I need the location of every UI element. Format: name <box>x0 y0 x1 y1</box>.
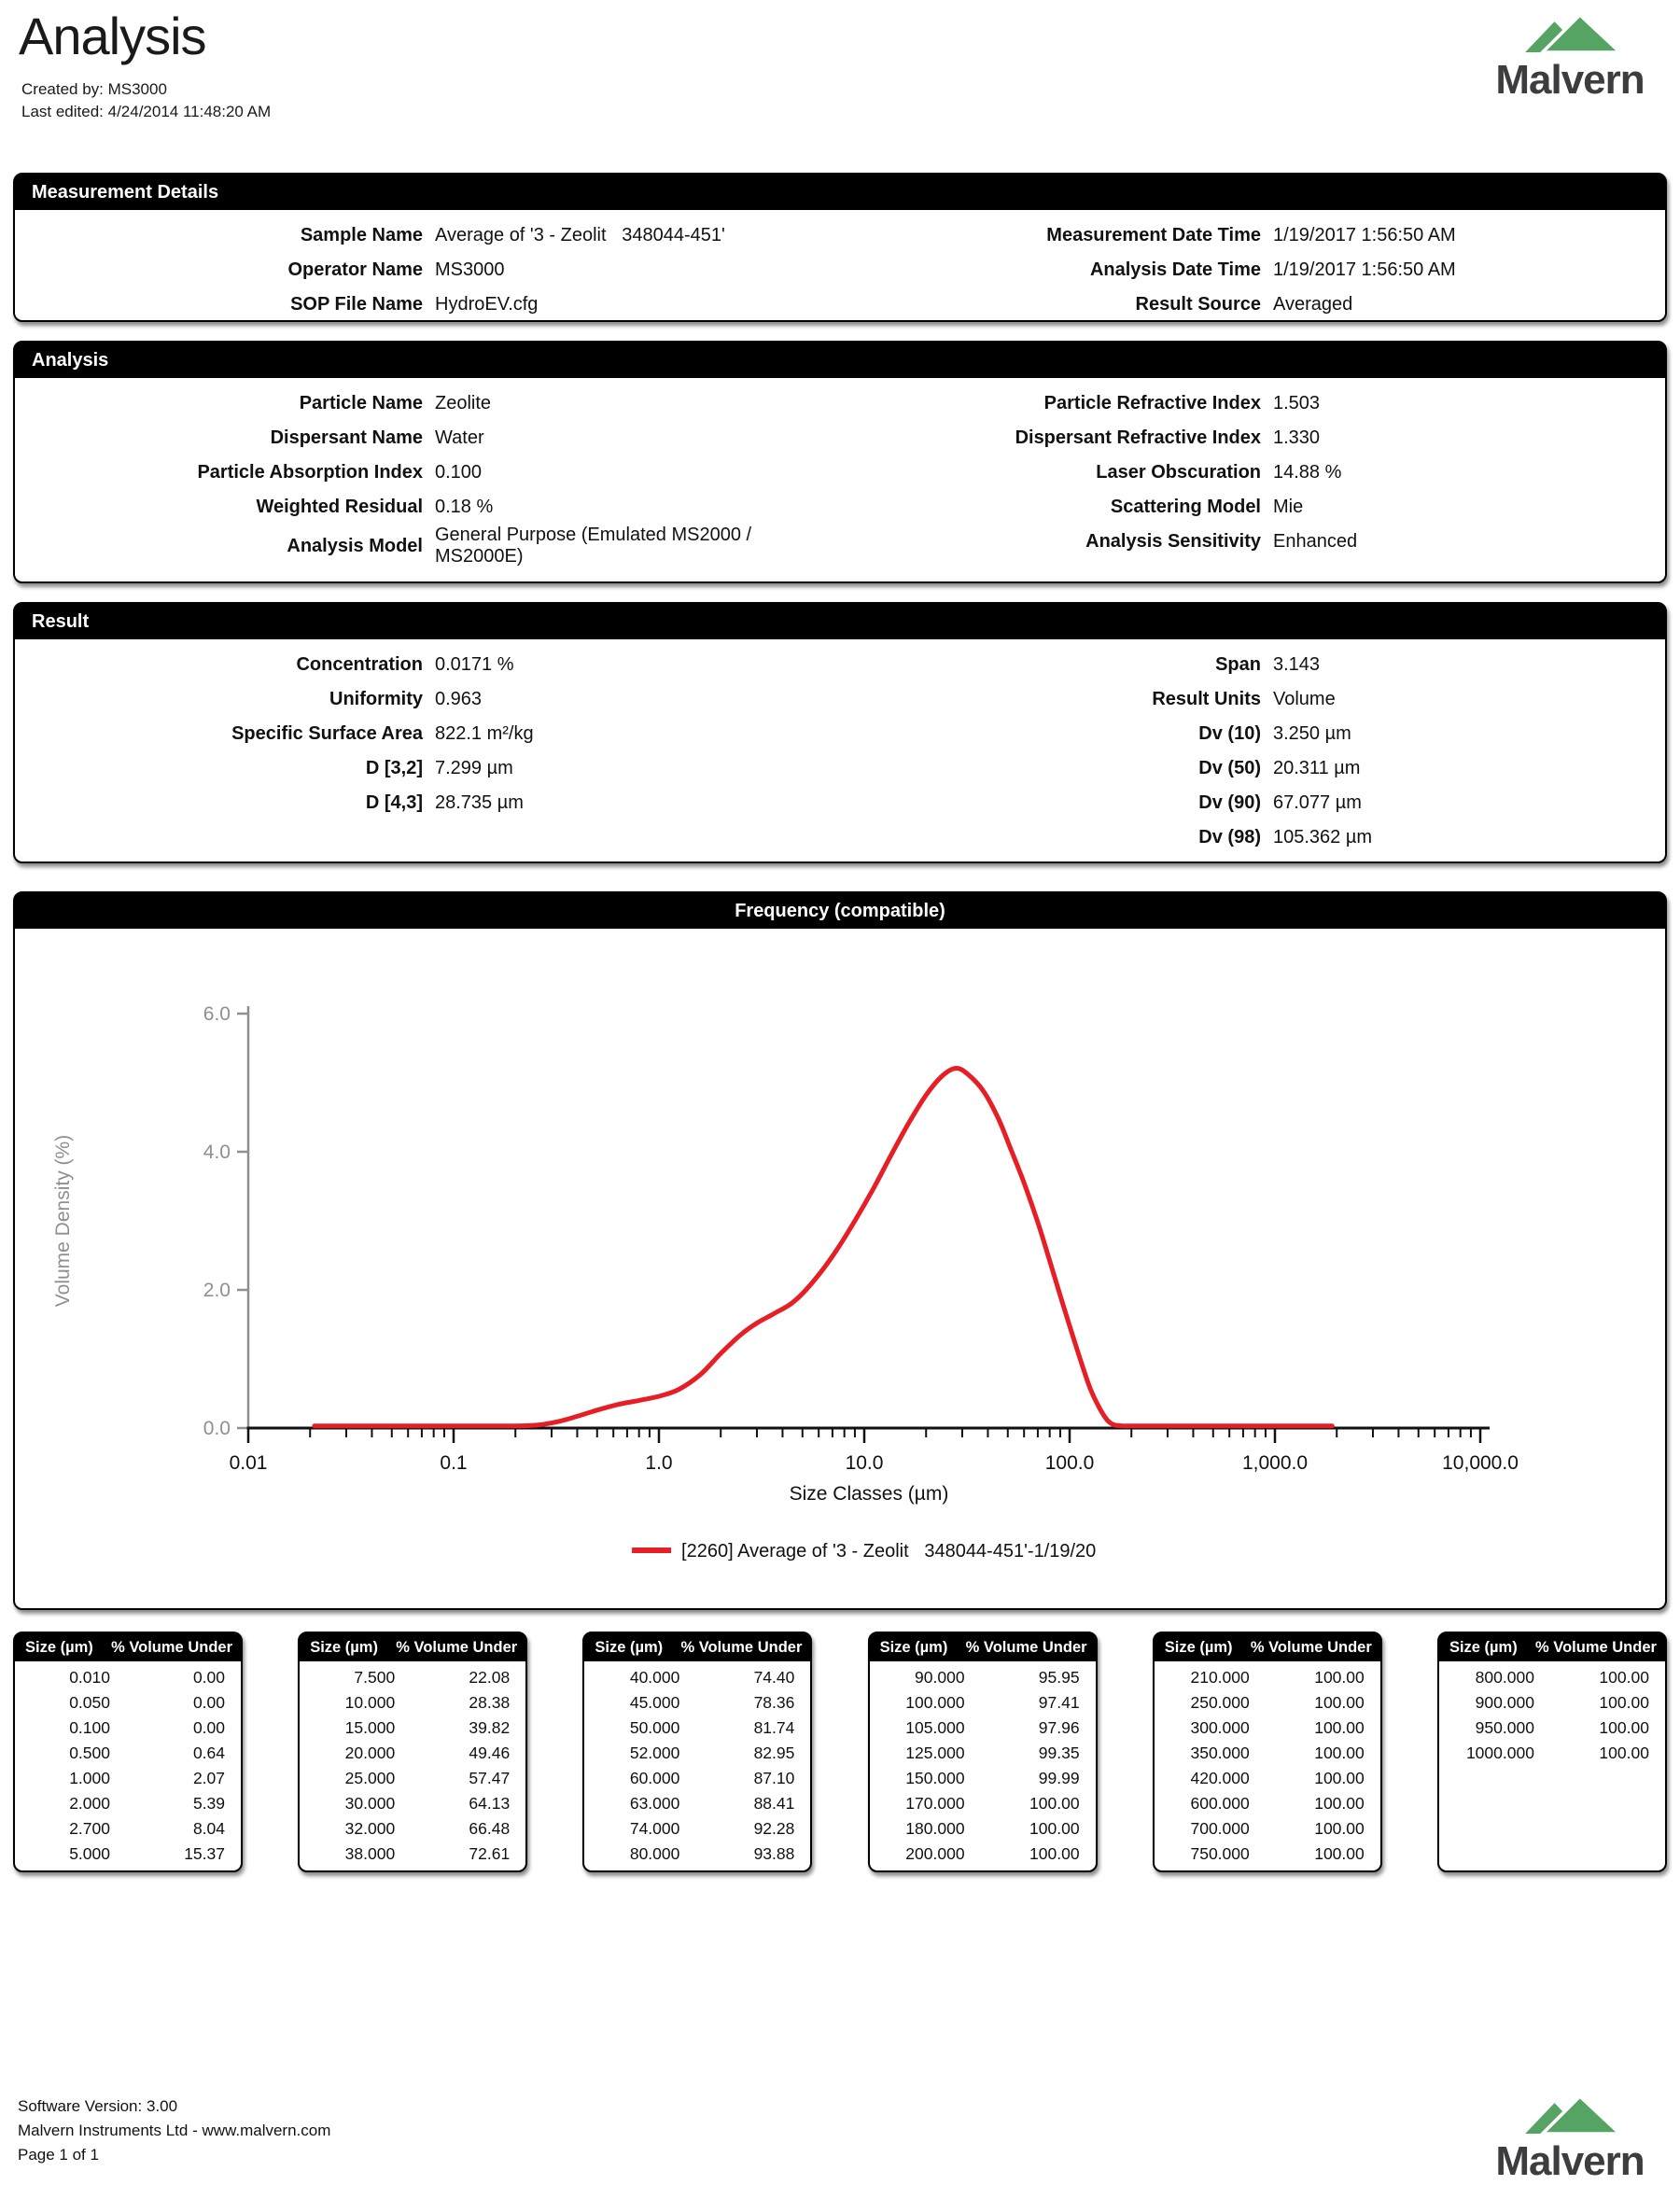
section-header-analysis: Analysis <box>15 343 1665 378</box>
volume-under-cell: 100.00 <box>1314 1794 1365 1813</box>
measurement-details-left-column <box>15 218 832 322</box>
size-cell: 32.000 <box>344 1819 396 1838</box>
field-value: 0.0171 % <box>435 654 514 675</box>
chart-title: Frequency (compatible) <box>15 893 1665 929</box>
table-row <box>870 1766 1096 1791</box>
legend-label: [2260] Average of '3 - Zeolit 348044-451'-1/19/20 <box>681 1541 1097 1562</box>
field-row <box>15 717 832 751</box>
result-right-column <box>832 648 1665 855</box>
size-cell: 750.000 <box>1190 1844 1250 1863</box>
field-label: Particle Absorption Index <box>197 462 423 483</box>
y-axis-title: Volume Density (%) <box>52 1134 74 1308</box>
field-value: 20.311 µm <box>1273 758 1361 778</box>
size-cell: 950.000 <box>1475 1718 1534 1737</box>
volume-under-cell: 57.47 <box>469 1769 511 1787</box>
size-cell: 20.000 <box>344 1744 396 1762</box>
field-label: Result Units <box>1152 689 1261 709</box>
frequency-chart-section <box>13 891 1667 1610</box>
volume-column-header: % Volume Under <box>965 1638 1087 1656</box>
field-label: D [4,3] <box>365 792 423 813</box>
volume-under-cell: 64.13 <box>469 1794 511 1813</box>
volume-under-cell: 2.07 <box>192 1769 225 1787</box>
malvern-mountains-icon <box>1500 6 1640 62</box>
company-url-text: Malvern Instruments Ltd - www.malvern.com <box>18 2122 331 2139</box>
size-cell: 40.000 <box>629 1668 680 1687</box>
field-value: 0.100 <box>435 462 483 483</box>
field-value: HydroEV.cfg <box>435 294 539 315</box>
volume-column-header: % Volume Under <box>1535 1638 1657 1656</box>
x-axis-title: Size Classes (µm) <box>789 1483 949 1505</box>
field-value: 3.143 <box>1273 654 1321 675</box>
volume-column-header: % Volume Under <box>396 1638 518 1656</box>
size-column-header: Size (µm) <box>595 1638 664 1656</box>
table-row <box>300 1766 525 1791</box>
table-row <box>300 1791 525 1816</box>
size-cell: 600.000 <box>1190 1794 1250 1813</box>
measurement-details-right-column <box>832 218 1665 322</box>
volume-under-cell: 0.64 <box>192 1744 225 1762</box>
volume-under-cell: 93.88 <box>753 1844 795 1863</box>
table-row <box>15 1842 241 1867</box>
field-value: 14.88 % <box>1273 462 1342 483</box>
table-row <box>1155 1816 1380 1842</box>
y-tick-label: 2.0 <box>203 1280 231 1301</box>
frequency-curve <box>315 1068 1332 1425</box>
created-by-text: Created by: MS3000 <box>21 80 167 98</box>
x-tick-label: 100.0 <box>1044 1452 1095 1474</box>
field-label: Measurement Date Time <box>1046 225 1261 245</box>
volume-column-header: % Volume Under <box>680 1638 803 1656</box>
field-label: Analysis Model <box>287 535 423 556</box>
field-label: Operator Name <box>287 259 423 280</box>
malvern-logo-footer <box>1471 2087 1669 2184</box>
volume-under-cell: 100.00 <box>1599 1744 1649 1762</box>
table-row <box>870 1665 1096 1690</box>
field-value: Enhanced <box>1273 531 1358 552</box>
analysis-right-column <box>832 386 1665 567</box>
field-value: General Purpose (Emulated MS2000 / MS2000E) <box>435 525 757 567</box>
size-cell: 80.000 <box>629 1844 680 1863</box>
volume-under-cell: 100.00 <box>1029 1794 1080 1813</box>
x-tick-label: 1,000.0 <box>1241 1452 1309 1474</box>
table-row <box>1155 1741 1380 1766</box>
table-row <box>1155 1791 1380 1816</box>
particle-size-distribution-chart <box>15 929 1665 1608</box>
table-row <box>300 1741 525 1766</box>
field-row <box>15 648 832 682</box>
size-cell: 105.000 <box>905 1718 965 1737</box>
size-cell: 125.000 <box>905 1744 965 1762</box>
volume-under-cell: 97.96 <box>1038 1718 1080 1737</box>
malvern-mountains-icon <box>1500 2087 1640 2143</box>
table-row <box>870 1690 1096 1716</box>
size-cell: 200.000 <box>905 1844 965 1863</box>
table-row <box>1439 1690 1665 1716</box>
size-table-6 <box>1437 1632 1667 1872</box>
size-cell: 90.000 <box>915 1668 965 1687</box>
size-cell: 2.700 <box>69 1819 110 1838</box>
field-value: 1.503 <box>1273 393 1321 413</box>
volume-under-cell: 0.00 <box>192 1668 225 1687</box>
table-row <box>870 1716 1096 1741</box>
volume-under-cell: 100.00 <box>1314 1693 1365 1712</box>
field-row <box>15 386 832 421</box>
volume-under-cell: 100.00 <box>1314 1844 1365 1863</box>
y-tick-label: 6.0 <box>203 1003 231 1025</box>
y-tick-label: 0.0 <box>203 1418 231 1439</box>
table-row <box>584 1791 810 1816</box>
table-row <box>870 1816 1096 1842</box>
measurement-details-section <box>13 173 1667 322</box>
field-row <box>832 455 1665 490</box>
field-row <box>15 786 832 820</box>
table-row <box>300 1816 525 1842</box>
field-label: Dv (98) <box>1198 827 1261 847</box>
table-row <box>870 1741 1096 1766</box>
table-row <box>300 1716 525 1741</box>
field-label: Scattering Model <box>1110 497 1261 517</box>
table-row <box>1155 1842 1380 1867</box>
field-value: 0.18 % <box>435 497 494 517</box>
table-row <box>15 1816 241 1842</box>
volume-under-cell: 97.41 <box>1038 1693 1080 1712</box>
volume-under-cell: 8.04 <box>192 1819 225 1838</box>
field-row <box>832 218 1665 253</box>
table-row <box>870 1791 1096 1816</box>
size-cell: 150.000 <box>905 1769 965 1787</box>
field-row <box>832 820 1665 855</box>
volume-under-cell: 100.00 <box>1314 1718 1365 1737</box>
field-label: Particle Refractive Index <box>1043 393 1261 413</box>
page-title: Analysis <box>19 7 206 65</box>
field-value: 3.250 µm <box>1273 723 1351 744</box>
field-row <box>15 490 832 525</box>
table-row <box>15 1716 241 1741</box>
field-value: 1/19/2017 1:56:50 AM <box>1273 225 1456 245</box>
table-row <box>300 1842 525 1867</box>
size-cell: 2.000 <box>69 1794 110 1813</box>
volume-column-header: % Volume Under <box>111 1638 232 1656</box>
size-cell: 0.010 <box>69 1668 110 1687</box>
size-table-5 <box>1153 1632 1382 1872</box>
volume-under-cell: 0.00 <box>192 1693 225 1712</box>
table-row <box>584 1842 810 1867</box>
field-row <box>832 786 1665 820</box>
size-cell: 50.000 <box>629 1718 680 1737</box>
table-row <box>584 1665 810 1690</box>
analysis-section <box>13 341 1667 583</box>
volume-under-cell: 100.00 <box>1599 1718 1649 1737</box>
field-label: Dv (50) <box>1198 758 1261 778</box>
table-row <box>15 1791 241 1816</box>
table-row <box>1155 1716 1380 1741</box>
field-label: Weighted Residual <box>256 497 423 517</box>
x-tick-label: 10,000.0 <box>1442 1452 1519 1474</box>
size-table-2 <box>298 1632 527 1872</box>
table-row <box>1439 1741 1665 1766</box>
size-cell: 300.000 <box>1190 1718 1250 1737</box>
field-row <box>832 490 1665 525</box>
field-value: Water <box>435 427 484 448</box>
field-label: Laser Obscuration <box>1096 462 1261 483</box>
field-value: 1.330 <box>1273 427 1321 448</box>
size-cell: 700.000 <box>1190 1819 1250 1838</box>
field-label: Analysis Date Time <box>1089 259 1261 280</box>
malvern-wordmark: Malvern <box>1495 2138 1645 2184</box>
size-cell: 350.000 <box>1190 1744 1250 1762</box>
size-cell: 170.000 <box>905 1794 965 1813</box>
volume-under-cell: 66.48 <box>469 1819 511 1838</box>
field-row <box>832 682 1665 717</box>
field-label: Analysis Sensitivity <box>1085 531 1261 552</box>
size-cell: 800.000 <box>1475 1668 1534 1687</box>
size-cell: 900.000 <box>1475 1693 1534 1712</box>
field-value: 67.077 µm <box>1273 792 1362 813</box>
field-label: D [3,2] <box>365 758 423 778</box>
size-cell: 30.000 <box>344 1794 396 1813</box>
size-cell: 5.000 <box>69 1844 110 1863</box>
size-cell: 52.000 <box>629 1744 680 1762</box>
software-version-text: Software Version: 3.00 <box>18 2097 178 2115</box>
volume-under-cell: 82.95 <box>753 1744 795 1762</box>
volume-column-header: % Volume Under <box>1250 1638 1372 1656</box>
last-edited-text: Last edited: 4/24/2014 11:48:20 AM <box>21 103 272 120</box>
field-row <box>15 218 832 253</box>
volume-under-cell: 39.82 <box>469 1718 511 1737</box>
volume-under-cell: 100.00 <box>1314 1769 1365 1787</box>
volume-under-cell: 78.36 <box>753 1693 795 1712</box>
volume-under-cell: 100.00 <box>1599 1668 1649 1687</box>
result-section <box>13 602 1667 863</box>
size-cell: 1.000 <box>69 1769 110 1787</box>
section-header-measurement-details: Measurement Details <box>15 175 1665 210</box>
volume-under-cell: 74.40 <box>753 1668 795 1687</box>
field-value: Zeolite <box>435 393 492 413</box>
volume-under-cell: 15.37 <box>184 1844 225 1863</box>
field-row <box>15 253 832 287</box>
table-row <box>1439 1716 1665 1741</box>
field-row <box>832 287 1665 322</box>
volume-under-cell: 87.10 <box>753 1769 795 1787</box>
table-row <box>1155 1690 1380 1716</box>
table-row <box>15 1741 241 1766</box>
x-tick-label: 0.01 <box>229 1452 268 1474</box>
volume-under-cell: 72.61 <box>469 1844 511 1863</box>
table-row <box>584 1816 810 1842</box>
volume-under-cell: 0.00 <box>192 1718 225 1737</box>
size-cell: 15.000 <box>344 1718 396 1737</box>
field-row <box>832 253 1665 287</box>
field-value: 822.1 m²/kg <box>435 723 534 744</box>
size-class-tables <box>13 1632 1667 1872</box>
size-table-3 <box>582 1632 812 1872</box>
table-row <box>1155 1665 1380 1690</box>
size-cell: 0.100 <box>69 1718 110 1737</box>
field-label: Result Source <box>1135 294 1261 315</box>
field-row <box>15 421 832 455</box>
volume-under-cell: 81.74 <box>753 1718 795 1737</box>
table-row <box>1155 1766 1380 1791</box>
field-label: Dispersant Refractive Index <box>1015 427 1261 448</box>
field-value: 1/19/2017 1:56:50 AM <box>1273 259 1456 280</box>
table-row <box>15 1766 241 1791</box>
field-value: Mie <box>1273 497 1304 517</box>
size-cell: 45.000 <box>629 1693 680 1712</box>
field-row <box>15 455 832 490</box>
size-cell: 10.000 <box>344 1693 396 1712</box>
volume-under-cell: 100.00 <box>1029 1819 1080 1838</box>
malvern-logo <box>1471 6 1669 103</box>
size-cell: 180.000 <box>905 1819 965 1838</box>
size-cell: 63.000 <box>629 1794 680 1813</box>
field-row <box>15 682 832 717</box>
size-cell: 38.000 <box>344 1844 396 1863</box>
field-label: Dispersant Name <box>270 427 423 448</box>
field-value: 0.963 <box>435 689 483 709</box>
footer <box>18 2094 330 2167</box>
field-row <box>832 525 1665 559</box>
size-cell: 100.000 <box>905 1693 965 1712</box>
volume-under-cell: 28.38 <box>469 1693 511 1712</box>
size-cell: 1000.000 <box>1465 1744 1534 1762</box>
field-value: 28.735 µm <box>435 792 524 813</box>
size-table-4 <box>868 1632 1098 1872</box>
volume-under-cell: 99.35 <box>1038 1744 1080 1762</box>
page-number-text: Page 1 of 1 <box>18 2146 99 2164</box>
field-row <box>15 287 832 322</box>
table-row <box>1439 1665 1665 1690</box>
field-row <box>15 751 832 786</box>
field-label: Dv (10) <box>1198 723 1261 744</box>
field-row <box>832 648 1665 682</box>
volume-under-cell: 100.00 <box>1599 1693 1649 1712</box>
volume-under-cell: 49.46 <box>469 1744 511 1762</box>
field-label: Particle Name <box>299 393 423 413</box>
table-row <box>15 1690 241 1716</box>
field-row <box>832 421 1665 455</box>
size-cell: 7.500 <box>354 1668 396 1687</box>
size-cell: 250.000 <box>1190 1693 1250 1712</box>
volume-under-cell: 100.00 <box>1314 1668 1365 1687</box>
field-label: Sample Name <box>300 225 423 245</box>
field-value: Average of '3 - Zeolit 348044-451' <box>435 225 725 245</box>
x-tick-label: 10.0 <box>845 1452 884 1474</box>
field-value: 105.362 µm <box>1273 827 1373 847</box>
field-row <box>832 386 1665 421</box>
table-row <box>300 1690 525 1716</box>
x-tick-label: 1.0 <box>645 1452 673 1474</box>
field-label: Specific Surface Area <box>231 723 423 744</box>
table-row <box>300 1665 525 1690</box>
field-label: Uniformity <box>329 689 423 709</box>
table-row <box>584 1716 810 1741</box>
size-column-header: Size (µm) <box>1449 1638 1518 1656</box>
table-row <box>584 1741 810 1766</box>
volume-under-cell: 100.00 <box>1029 1844 1080 1863</box>
field-value: Averaged <box>1273 294 1353 315</box>
size-cell: 0.050 <box>69 1693 110 1712</box>
malvern-wordmark: Malvern <box>1495 57 1645 103</box>
field-row <box>832 717 1665 751</box>
result-left-column <box>15 648 832 855</box>
size-cell: 210.000 <box>1190 1668 1250 1687</box>
field-label: SOP File Name <box>290 294 423 315</box>
y-tick-label: 4.0 <box>203 1142 231 1163</box>
table-row <box>15 1665 241 1690</box>
volume-under-cell: 22.08 <box>469 1668 511 1687</box>
table-row <box>584 1690 810 1716</box>
field-row <box>15 525 832 567</box>
volume-under-cell: 5.39 <box>192 1794 225 1813</box>
field-value: MS3000 <box>435 259 505 280</box>
size-table-1 <box>13 1632 243 1872</box>
x-tick-label: 0.1 <box>440 1452 468 1474</box>
table-row <box>584 1766 810 1791</box>
size-cell: 25.000 <box>344 1769 396 1787</box>
size-cell: 74.000 <box>629 1819 680 1838</box>
size-cell: 0.500 <box>69 1744 110 1762</box>
field-label: Dv (90) <box>1198 792 1261 813</box>
size-cell: 60.000 <box>629 1769 680 1787</box>
field-row <box>832 751 1665 786</box>
volume-under-cell: 92.28 <box>753 1819 795 1838</box>
volume-under-cell: 88.41 <box>753 1794 795 1813</box>
volume-under-cell: 100.00 <box>1314 1744 1365 1762</box>
table-row <box>870 1842 1096 1867</box>
analysis-left-column <box>15 386 832 567</box>
size-cell: 420.000 <box>1190 1769 1250 1787</box>
section-header-result: Result <box>15 604 1665 639</box>
field-label: Span <box>1215 654 1261 675</box>
volume-under-cell: 100.00 <box>1314 1819 1365 1838</box>
size-column-header: Size (µm) <box>1164 1638 1233 1656</box>
size-column-header: Size (µm) <box>879 1638 948 1656</box>
size-column-header: Size (µm) <box>310 1638 378 1656</box>
field-value: Volume <box>1273 689 1336 709</box>
volume-under-cell: 95.95 <box>1038 1668 1080 1687</box>
field-label: Concentration <box>296 654 423 675</box>
field-value: 7.299 µm <box>435 758 513 778</box>
volume-under-cell: 99.99 <box>1038 1769 1080 1787</box>
size-column-header: Size (µm) <box>25 1638 93 1656</box>
